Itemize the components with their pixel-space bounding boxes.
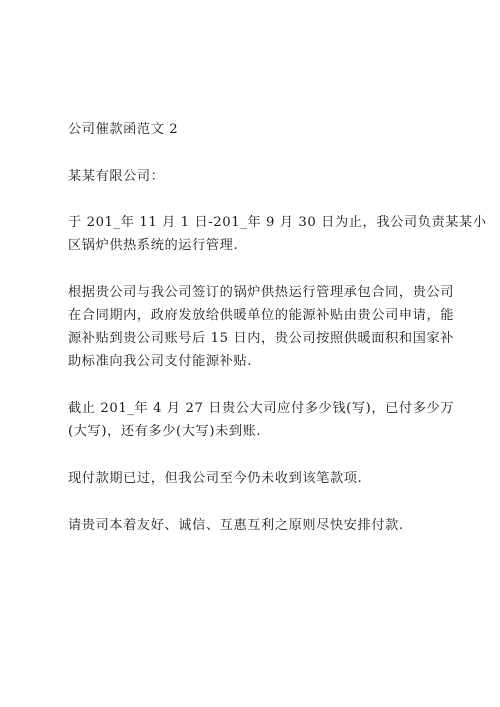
paragraph-line: 助标准向我公司支付能源补贴. [68,354,253,369]
paragraph-period [68,211,487,257]
paragraph-line: 源补贴到贵公司账号后 15 日内，贵公司按照供暖面积和国家补 [68,331,455,346]
salutation: 某某有限公司： [68,169,165,184]
paragraph-overdue [68,467,438,490]
paragraph-contract [68,281,455,373]
paragraph-line: 请贵司本着友好、诚信、互惠互利之原则尽快安排付款. [68,518,404,533]
paragraph-line: 截止 201_年 4 月 27 日贵公大司应付多少钱(写)，已付多少万 [68,401,455,416]
document-body [68,118,487,561]
paragraph-request [68,514,438,537]
paragraph-line: (大写)，还有多少(大写)未到账. [68,424,262,439]
paragraph-line: 根据贵公司与我公司签订的锅炉供热运行管理承包合同，贵公司 [68,285,455,300]
paragraph-line: 现付款期已过，但我公司至今仍未收到该笔款项. [68,471,363,486]
paragraph-amounts [68,397,455,443]
paragraph-line: 区锅炉供热系统的运行管理. [68,238,239,253]
paragraph-line: 在合同期内，政府发放给供暖单位的能源补贴由贵公司申请，能 [68,308,455,323]
document-title: 公司催款函范文 2 [68,122,179,137]
paragraph-line: 于 201_年 11 月 1 日-201_年 9 月 30 日为止，我公司负责某某小 [68,215,487,230]
